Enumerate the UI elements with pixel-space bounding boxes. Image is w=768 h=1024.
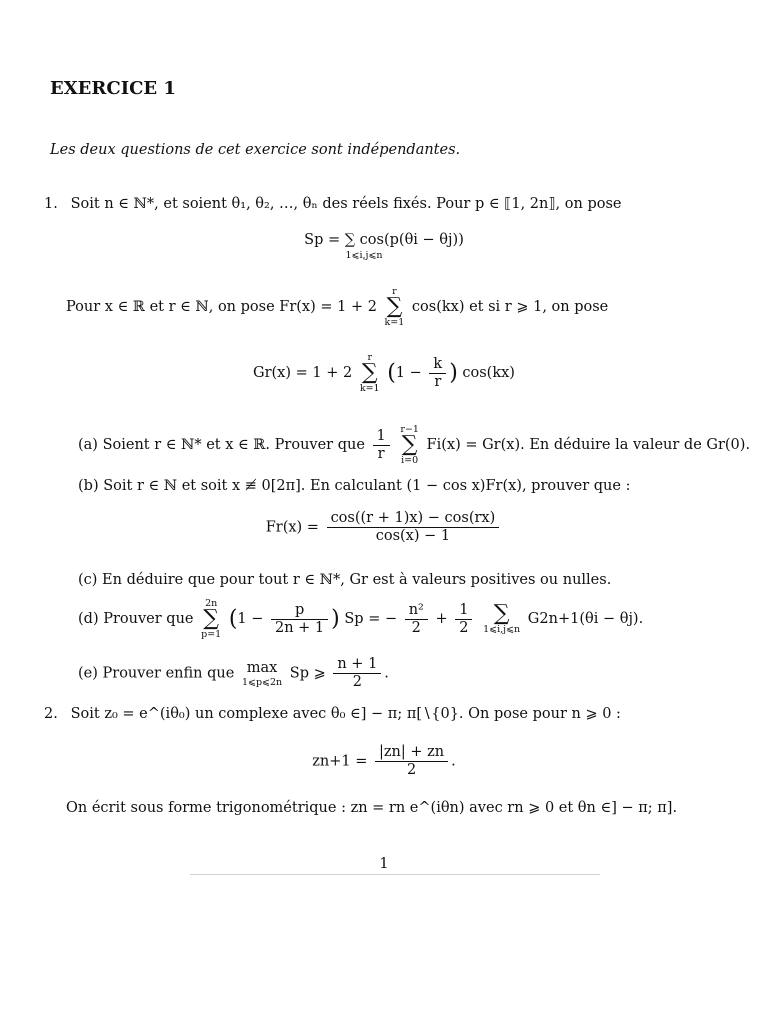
sigma-icon: ∑ xyxy=(401,432,418,457)
d-fraction-3-denominator: 2 xyxy=(459,619,469,636)
d-fraction-3-numerator: 1 xyxy=(455,602,472,620)
fr-closed-denominator: cos(x) − 1 xyxy=(375,528,451,544)
sigma-icon: ∑ xyxy=(386,294,403,319)
question-1c xyxy=(78,572,611,588)
right-paren-icon: ) xyxy=(331,606,340,632)
d-paren-before: 1 − xyxy=(237,611,264,627)
exercise-intro: Les deux questions de cet exercice sont indépendantes. xyxy=(50,142,461,158)
d-fraction-1-numerator: p xyxy=(271,602,328,620)
d-fraction-2-numerator: n² xyxy=(405,602,428,620)
trigonometric-form: On écrit sous forme trigonométrique : zn = rn e^(iθn) avec rn ⩾ 0 et θn ∈] − π; π]. xyxy=(66,800,678,816)
question-1a xyxy=(78,424,750,466)
question-1b xyxy=(78,478,630,494)
d-mid: Sp = − xyxy=(344,611,398,627)
question-number: 2. xyxy=(44,706,58,722)
question-statement: Soit n ∈ ℕ*, et soient θ₁, θ₂, …, θₙ des réels fixés. Pour p ∈ ⟦1, 2n⟧, on pose xyxy=(70,196,622,212)
e-max-subscript: 1⩽p⩽2n xyxy=(241,676,283,688)
sub-question-text: Soit r ∈ ℕ et soit x ≢ 0[2π]. En calculant (1 − cos x)Fr(x), prouver que : xyxy=(103,478,631,494)
gr-definition xyxy=(0,352,768,394)
sub-question-text: Prouver enfin que xyxy=(102,665,235,682)
recurrence-numerator: |zn| + zn xyxy=(375,744,448,762)
a-sum xyxy=(400,424,419,466)
d-fraction-3 xyxy=(455,602,472,637)
sub-question-text: Soient r ∈ ℕ* et x ∈ ℝ. Prouver que xyxy=(102,437,365,453)
question-1 xyxy=(44,196,621,212)
gr-fraction xyxy=(429,356,446,391)
d-fraction-2 xyxy=(405,602,428,637)
sub-question-text: Prouver que xyxy=(103,611,194,627)
recurrence-fraction xyxy=(375,744,448,779)
gr-sum-lower: k=1 xyxy=(359,383,380,394)
sub-question-label: (b) xyxy=(78,478,99,494)
fr-closed-numerator: cos((r + 1)x) − cos(rx) xyxy=(327,510,500,528)
gr-paren-before: 1 − xyxy=(395,365,422,381)
sub-question-label: (d) xyxy=(78,611,99,627)
sigma-icon: ∑ xyxy=(361,360,378,385)
sub-question-text: Fi(x) = Gr(x). En déduire la valeur de Gr(0). xyxy=(426,437,751,453)
fr-closed-fraction xyxy=(327,510,500,545)
d-sum-2 xyxy=(483,600,521,635)
question-1e xyxy=(78,656,389,691)
fr-sum xyxy=(385,286,405,328)
question-1d xyxy=(78,598,643,640)
d-plus: + xyxy=(435,611,448,627)
e-fraction-denominator: 2 xyxy=(352,674,362,690)
exercise-title: EXERCICE 1 xyxy=(50,78,176,99)
e-fraction-numerator: n + 1 xyxy=(333,656,381,674)
right-paren-icon: ) xyxy=(449,360,458,386)
a-fraction xyxy=(373,428,390,463)
sub-question-text: En déduire que pour tout r ∈ ℕ*, Gr est à valeurs positives ou nulles. xyxy=(102,572,612,588)
recurrence-formula xyxy=(0,744,768,779)
recurrence-denominator: 2 xyxy=(406,762,417,778)
gr-fraction-denominator: r xyxy=(434,373,442,390)
sub-question-label: (a) xyxy=(78,437,98,453)
gr-sum-upper: r xyxy=(367,352,372,363)
d-sum-lower: p=1 xyxy=(201,629,222,640)
fr-closed-left: Fr(x) = xyxy=(265,519,319,536)
e-fraction xyxy=(333,656,381,691)
question-number: 1. xyxy=(44,196,58,212)
fr-closed-form xyxy=(0,510,768,545)
fr-text-after: cos(kx) et si r ⩾ 1, on pose xyxy=(411,299,609,315)
d-sum-2-lower: 1⩽i,j⩽n xyxy=(483,623,521,635)
d-fraction-2-denominator: 2 xyxy=(411,619,421,636)
sp-sum-subscript: 1⩽i,j⩽n xyxy=(345,250,383,261)
question-2 xyxy=(44,706,621,722)
fr-definition xyxy=(66,286,608,328)
a-sum-lower: i=0 xyxy=(401,455,419,466)
sub-question-label: (c) xyxy=(78,572,98,588)
recurrence-left: zn+1 = xyxy=(312,753,368,770)
question-statement: Soit z₀ = e^(iθ₀) un complexe avec θ₀ ∈] − π; π[∖{0}. On pose pour n ⩾ 0 : xyxy=(70,706,621,722)
gr-right: cos(kx) xyxy=(462,365,515,381)
page-number: 1 xyxy=(379,856,389,872)
e-mid: Sp ⩾ xyxy=(289,665,326,682)
e-end: . xyxy=(384,665,389,682)
gr-fraction-numerator: k xyxy=(429,356,446,374)
recurrence-end: . xyxy=(451,753,456,770)
e-max xyxy=(242,660,282,688)
d-sum-upper: 2n xyxy=(205,598,218,609)
a-fraction-numerator: 1 xyxy=(373,428,390,446)
gr-sum xyxy=(360,352,380,394)
left-paren-icon: ( xyxy=(387,360,396,386)
left-paren-icon: ( xyxy=(228,606,238,632)
a-fraction-denominator: r xyxy=(377,445,385,462)
fr-sum-upper: r xyxy=(392,286,397,297)
gr-left: Gr(x) = 1 + 2 xyxy=(253,365,353,381)
fr-sum-lower: k=1 xyxy=(384,317,405,328)
a-sum-upper: r−1 xyxy=(400,424,419,435)
sigma-icon: ∑ xyxy=(493,600,510,626)
sigma-icon: ∑ xyxy=(203,606,220,631)
fr-text-before: Pour x ∈ ℝ et r ∈ ℕ, on pose Fr(x) = 1 + 2 xyxy=(66,299,377,315)
d-fraction-1-denominator: 2n + 1 xyxy=(275,619,325,636)
footer-rule xyxy=(190,874,600,875)
sub-question-label: (e) xyxy=(78,665,98,682)
e-max-operator: max xyxy=(246,659,278,676)
d-after: G2n+1(θi − θj). xyxy=(527,611,644,627)
sp-formula: Sp = ∑ cos(p(θi − θj)) xyxy=(304,232,464,248)
sp-definition xyxy=(0,232,768,261)
d-sum xyxy=(201,598,221,640)
d-fraction-1 xyxy=(271,602,328,637)
